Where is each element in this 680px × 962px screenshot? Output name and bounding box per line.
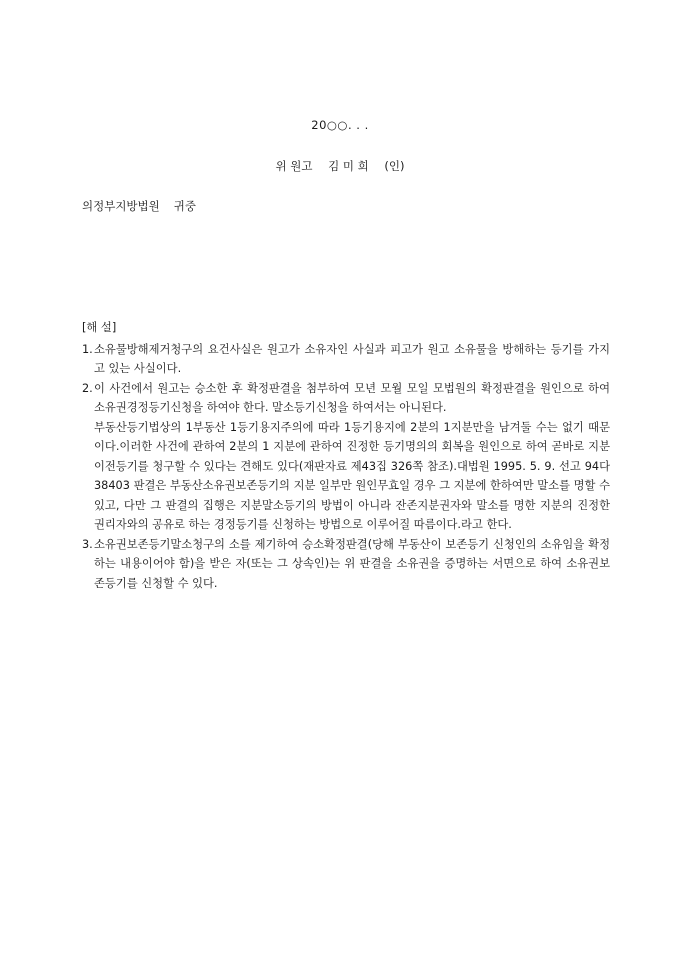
plaintiff-role: 위 원고 bbox=[275, 159, 313, 173]
plaintiff-name: 김 미 희 bbox=[328, 159, 369, 173]
item-number: 1. bbox=[82, 342, 93, 356]
item-paragraph: 부동산등기법상의 1부동산 1등기용지주의에 따라 1등기용지에 2분의 1지분만을 남겨둘 수는 없기 때문이다.이러한 사건에 관하여 2분의 1 지분에 관하여 진정한 등기명의의 회복을 원인으로 하여 곧바로 지분이전등기를 청구할 수 있다는 견해도 있다(재판자료 제43집 326쪽 참조).대법원 1995. 5. 9. 선고 94다38403 판결은 부동산소유권보존등기의 지분 일부만 원인무효일 경우 그 지분에 한하여만 말소를 명할 수 있고, 다만 그 판결의 집행은 지분말소등기의 방법이 아니라 잔존지분권자와 말소를 명한 지분의 진정한 권리자와의 공유로 하는 경정등기를 신청하는 방법으로 이루어질 따름이다.라고 한다. bbox=[94, 420, 610, 531]
court-addressee bbox=[82, 198, 196, 214]
item-paragraph: 이 사건에서 원고는 승소한 후 확정판결을 첨부하여 모년 모월 모일 모법원의 확정판결을 원인으로 하여 소유권경정등기신청을 하여야 한다. 말소등기신청을 하여서는 아니된다. bbox=[94, 381, 610, 414]
document-date: 20○○. . . bbox=[311, 118, 369, 132]
item-number: 2. bbox=[82, 381, 93, 395]
commentary-heading: [해 설] bbox=[82, 321, 117, 334]
commentary-item-3 bbox=[82, 535, 610, 594]
item-number: 3. bbox=[82, 537, 93, 551]
item-paragraph: 소유권보존등기말소청구의 소를 제기하여 승소확정판결(당해 부동산이 보존등기 신청인의 소유임을 확정하는 내용이어야 함)을 받은 자(또는 그 상속인)는 위 판결을 소유권을 증명하는 서면으로 하여 소유권보존등기를 신청할 수 있다. bbox=[94, 537, 610, 590]
seal-mark: (인) bbox=[384, 159, 405, 173]
commentary-item-2 bbox=[82, 379, 610, 535]
plaintiff-signature bbox=[0, 158, 680, 174]
court-suffix: 귀중 bbox=[173, 199, 196, 213]
item-paragraph: 소유물방해제거청구의 요건사실은 원고가 소유자인 사실과 피고가 원고 소유물을 방해하는 등기를 가지고 있는 사실이다. bbox=[94, 342, 610, 375]
commentary-item-1 bbox=[82, 340, 610, 379]
court-name: 의정부지방법원 bbox=[82, 199, 160, 213]
commentary-section bbox=[82, 318, 610, 593]
